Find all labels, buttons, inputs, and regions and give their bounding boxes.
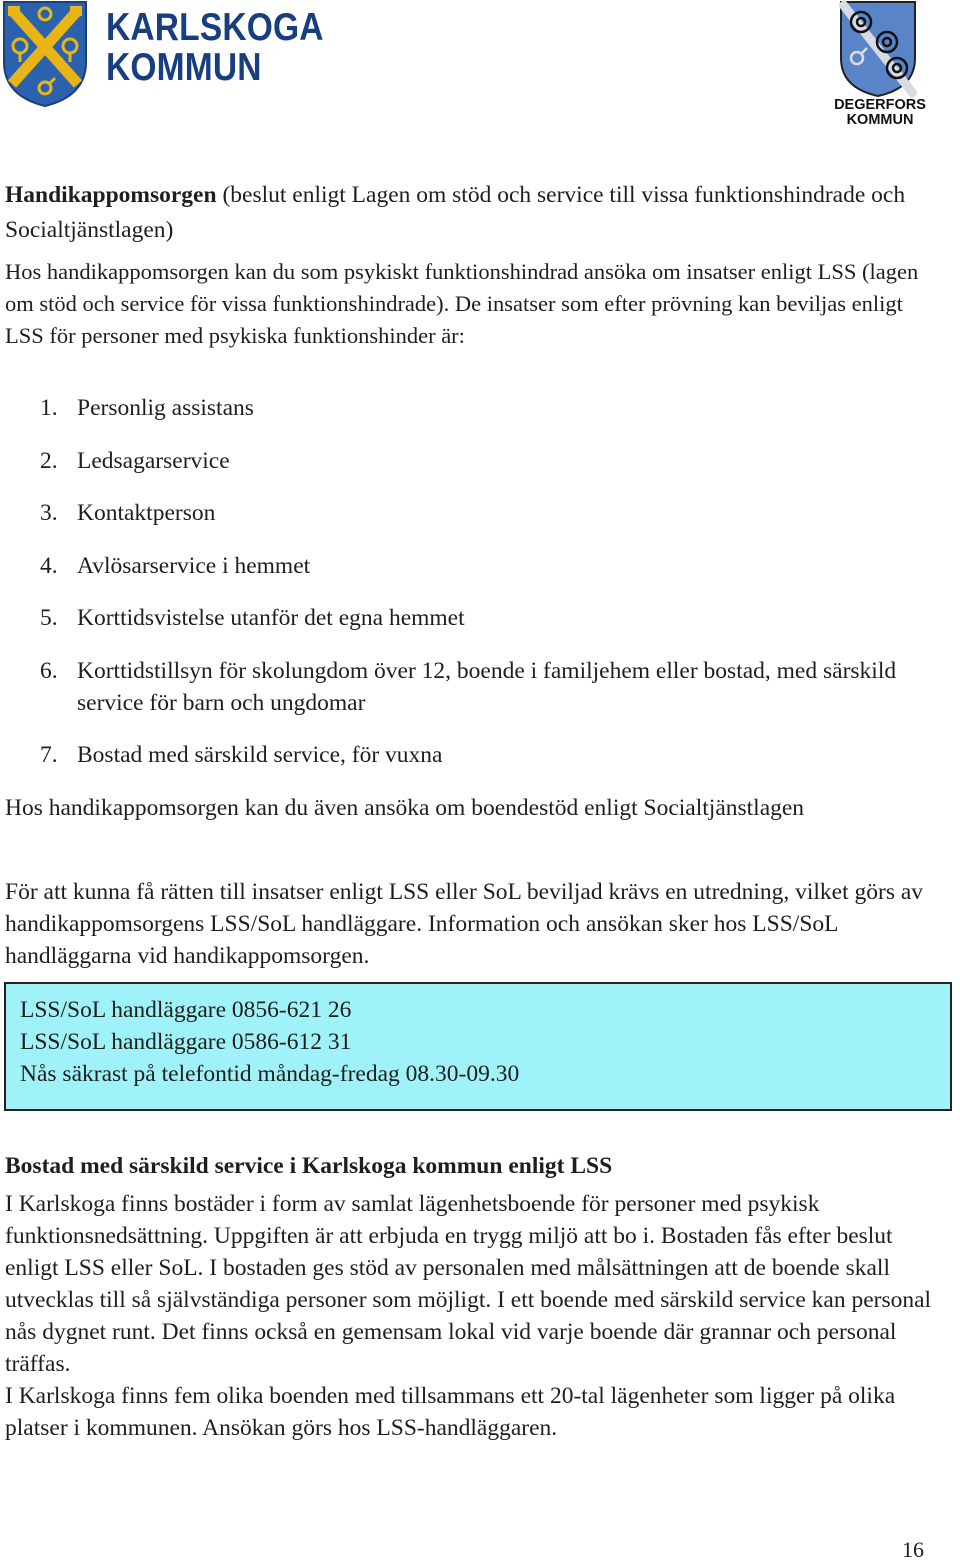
list-item-number: 6. xyxy=(40,657,58,684)
degerfors-coat-of-arms-icon xyxy=(839,0,917,98)
list-item-number: 2. xyxy=(40,447,58,474)
services-list xyxy=(40,392,940,792)
list-item-text: Korttidsvistelse utanför det egna hemmet xyxy=(77,605,465,631)
utredning-paragraph: För att kunna få rätten till insatser enligt LSS eller SoL beviljad krävs en utredning, vilket görs av handikappomsorgens LSS/SoL handläggare. Information och ansökan sker hos LSS/SoL handläggarna vid handikappomsorgen. xyxy=(5,879,924,969)
section-title-bold: Handikappomsorgen xyxy=(5,182,217,208)
bostad-paragraph-1: I Karlskoga finns bostäder i form av samlat lägenhetsboende för personer med psykisk funktionsnedsättning. Uppgiften är att erbjuda en trygg miljö att bo i. Bostaden fås efter beslut enligt LSS eller SoL. I bostaden ges stöd av personalen med målsättningen att de boende skall utvecklas till så självständiga personer som möjligt. I ett boende med särskild service kan personal nås dygnet runt. Det finns också en gemensam lokal vid varje boende där grannar och personal träffas. xyxy=(5,1191,932,1377)
list-item-number: 1. xyxy=(40,395,58,421)
contact-line-phone-1: LSS/SoL handläggare 0856-621 26 xyxy=(20,997,352,1023)
list-item-text: Ledsagarservice xyxy=(77,447,230,474)
boendestod-paragraph: Hos handikappomsorgen kan du även ansöka om boendestöd enligt Socialtjänstlagen xyxy=(5,795,805,821)
list-item xyxy=(40,655,940,719)
section-title xyxy=(5,178,945,248)
karlskoga-wordmark-line1: KARLSKOGA xyxy=(106,6,324,49)
karlskoga-logo xyxy=(2,0,342,112)
section-heading-bostad: Bostad med särskild service i Karlskoga kommun enligt LSS xyxy=(5,1153,613,1179)
degerfors-wordmark-line1: DEGERFORS xyxy=(834,97,926,113)
list-item-text: Bostad med särskild service, för vuxna xyxy=(77,742,443,768)
list-item xyxy=(40,445,940,477)
list-item-text: Kontaktperson xyxy=(77,500,216,526)
degerfors-wordmark-line2: KOMMUN xyxy=(846,112,914,128)
list-item-number: 4. xyxy=(40,552,58,579)
bostad-paragraph-2: I Karlskoga finns fem olika boenden med tillsammans ett 20-tal lägenheter som ligger på olika platser i kommunen. Ansökan görs hos LSS-handläggaren. xyxy=(5,1383,896,1441)
contact-line-hours: Nås säkrast på telefontid måndag-fredag 08.30-09.30 xyxy=(20,1061,520,1087)
karlskoga-wordmark-line2: KOMMUN xyxy=(106,46,262,89)
karlskoga-coat-of-arms-icon xyxy=(2,0,88,108)
list-item xyxy=(40,497,940,529)
section-title-rest: (beslut enligt Lagen om stöd och service till vissa funktionshindrade och Socialtjänstlagen) xyxy=(5,182,906,243)
bostad-text xyxy=(5,1188,950,1444)
list-item xyxy=(40,550,940,582)
list-item-text: Personlig assistans xyxy=(77,395,254,421)
list-item xyxy=(40,739,940,771)
list-item-number: 7. xyxy=(40,742,58,768)
list-item-text: Korttidstillsyn för skolungdom över 12, boende i familjehem eller bostad, med särskild service för barn och ungdomar xyxy=(77,657,897,716)
karlskoga-wordmark xyxy=(106,8,324,88)
page-number: 16 xyxy=(902,1537,924,1562)
degerfors-wordmark xyxy=(824,98,936,128)
degerfors-logo xyxy=(824,0,954,132)
list-item-text: Avlösarservice i hemmet xyxy=(77,552,311,579)
intro-paragraph: Hos handikappomsorgen kan du som psykiskt funktionshindrad ansöka om insatser enligt LSS (lagen om stöd och service för vissa funktionshindrade). De insatser som efter prövning kan beviljas enligt LSS för personer med psykiska funktionshinder är: xyxy=(5,259,919,348)
contact-line-phone-2: LSS/SoL handläggare 0586-612 31 xyxy=(20,1029,352,1055)
list-item xyxy=(40,602,940,634)
list-item-number: 3. xyxy=(40,500,58,526)
contact-box xyxy=(4,982,952,1111)
list-item-number: 5. xyxy=(40,605,58,631)
list-item xyxy=(40,392,940,424)
